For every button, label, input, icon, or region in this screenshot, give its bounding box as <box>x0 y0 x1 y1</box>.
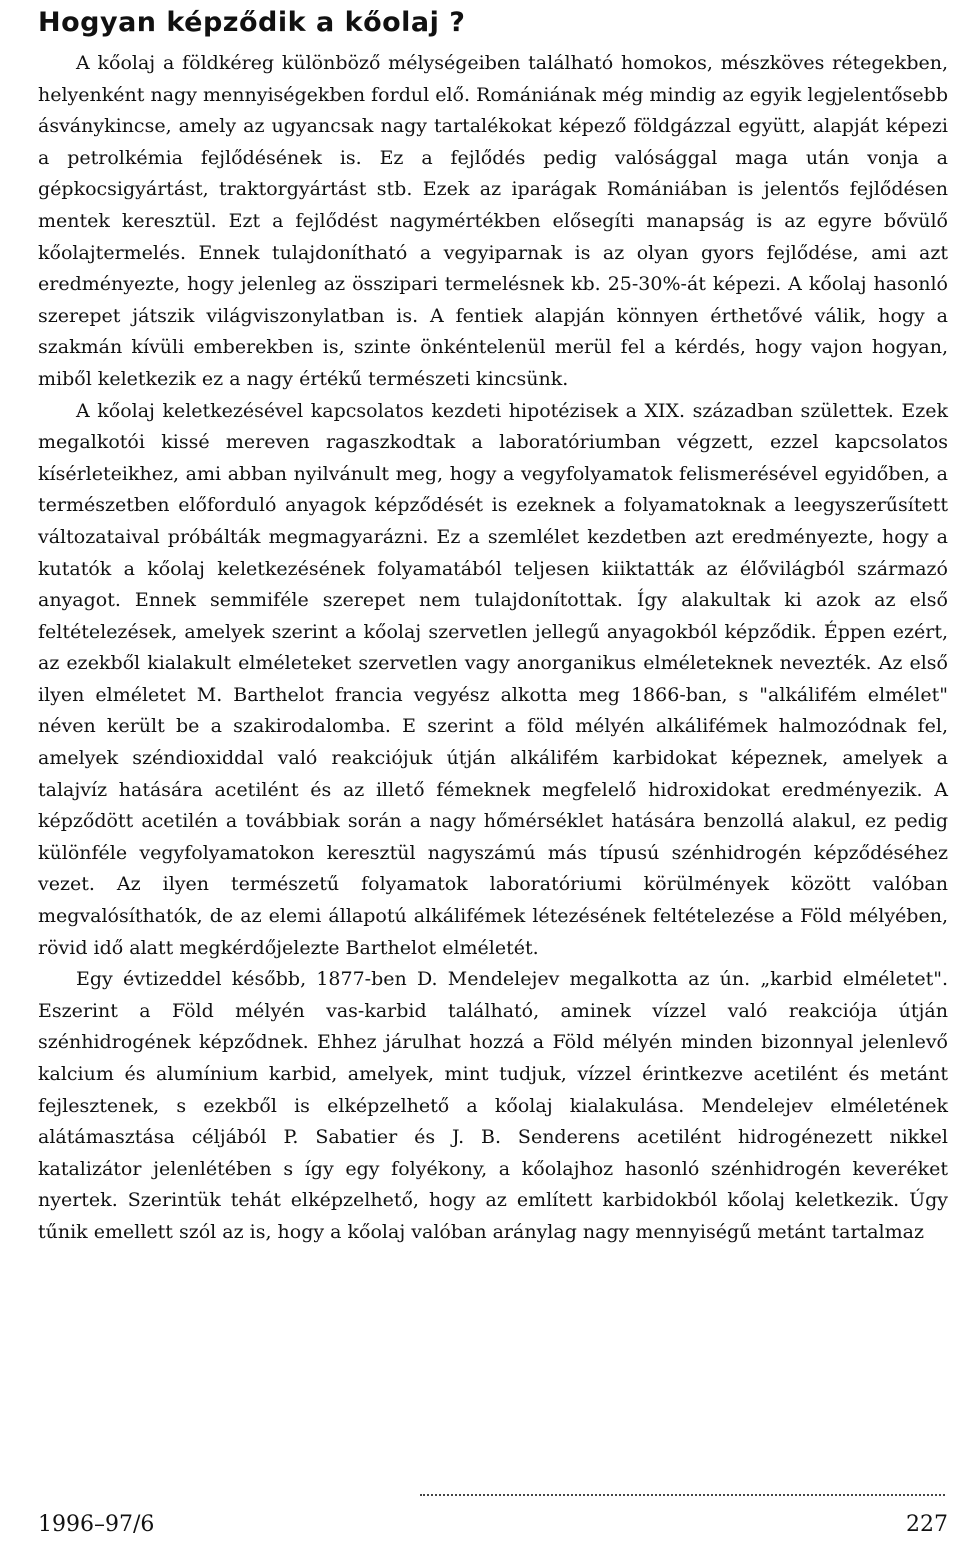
page-footer <box>38 1512 948 1546</box>
footer-divider <box>420 1494 945 1496</box>
page-number: 227 <box>906 1512 948 1537</box>
page <box>38 0 948 1249</box>
article-title: Hogyan képződik a kőolaj ? <box>38 7 466 38</box>
paragraph-3: Egy évtizeddel később, 1877-ben D. Mendelejev megalkotta az ún. „karbid elméletet". Eszerint a Föld mélyén vas-karbid található, aminek vízzel való reakciója útján szénhidrogének képződnek. Ehhez járulhat hozzá a Föld mélyén minden bizonnyal jelenlevő kalcium és alumínium karbid, amelyek, mint tudjuk, vízzel érintkezve acetilént és metánt fejlesztenek, s ezekből is elképzelhető a kőolaj kialakulása. Mendelejev elméletének alátámasztása céljából P. Sabatier és J. B. Senderens acetilént hidrogénezett nikkel katalizátor jelenlétében s így egy folyékony, a kőolajhoz hasonló szénhidrogén keveréket nyertek. Szerintük tehát elképzelhető, hogy az említett karbidokból kőolaj keletkezik. Úgy tűnik emellett szól az is, hogy a kőolaj valóban aránylag nagy mennyiségű metánt tartalmaz <box>38 968 948 1243</box>
paragraph-1: A kőolaj a földkéreg különböző mélységeiben található homokos, mészköves rétegekben, helyenként nagy mennyiségekben fordul elő. Romániának még mindig az egyik legjelentősebb ásványkincse, amely az ugyancsak nagy tartalékokat képező földgázzal együtt, alapját képezi a petrolkémia fejlődésének is. Ez a fejlődés pedig valósággal maga után vonja a gépkocsigyártást, traktorgyártást stb. Ezek az iparágak Romániában is jelentős fejlődésen mentek keresztül. Ezt a fejlődést nagymértékben elősegíti manapság is az egyre bővülő kőolajtermelés. Ennek tulajdonítható a vegyiparnak is az olyan gyors fejlődése, ami azt eredményezte, hogy jelenleg az összipari termelésnek kb. 25-30%-át képezi. A kőolaj hasonló szerepet játszik világviszonylatban is. A fentiek alapján könnyen érthetővé válik, hogy a szakmán kívüli emberekben is, szinte önkéntelenül merül fel a kérdés, hogy vajon hogyan, miből keletkezik ez a nagy értékű természeti kincsünk. <box>38 52 948 390</box>
issue-number: 1996–97/6 <box>38 1512 155 1537</box>
paragraph-2: A kőolaj keletkezésével kapcsolatos kezdeti hipotézisek a XIX. században születtek. Ezek megalkotói kissé mereven ragaszkodtak a laboratóriumban végzett, ezzel kapcsolatos kísérleteikhez, ami abban nyilvánult meg, hogy a vegyfolyamatok felismerésével egyidőben, a természetben előforduló anyagok képződését is ezeknek a folyamatoknak a leegyszerűsített változataival próbálták megmagyarázni. Ez a szemlélet kezdetben azt eredményezte, hogy a kutatók a kőolaj keletkezésének folyamatából teljesen kiiktatták az élővilágból származó anyagot. Ennek semmiféle szerepet nem tulajdonítottak. Így alakultak ki azok az első feltételezések, amelyek szerint a kőolaj szervetlen jellegű anyagokból képződik. Éppen ezért, az ezekből kialakult elméleteket szervetlen vagy anorganikus elméleteknek nevezték. Az első ilyen elméletet M. Barthelot francia vegyész alkotta meg 1866-ban, s "alkálifém elmélet" néven került be a szakirodalomba. E szerint a föld mélyén alkálifémek halmozódnak fel, amelyek széndioxiddal való reakciójuk útján alkálifém karbidokat képeznek, amelyek a talajvíz hatására acetilént és az illető fémeknek megfelelő hidroxidokat eredményezik. A képződött acetilén a továbbiak során a nagy hőmérséklet hatására benzollá alakul, ez pedig különféle vegyfolyamatokon keresztül nagyszámú más típusú szénhidrogén képződéséhez vezet. Az ilyen természetű folyamatok laboratóriumi körülmények között valóban megvalósíthatók, de az elemi állapotú alkálifémek létezésének feltételezése a Föld mélyében, rövid idő alatt megkérdőjelezte Barthelot elméletét. <box>38 399 948 959</box>
article-body <box>38 48 948 1249</box>
